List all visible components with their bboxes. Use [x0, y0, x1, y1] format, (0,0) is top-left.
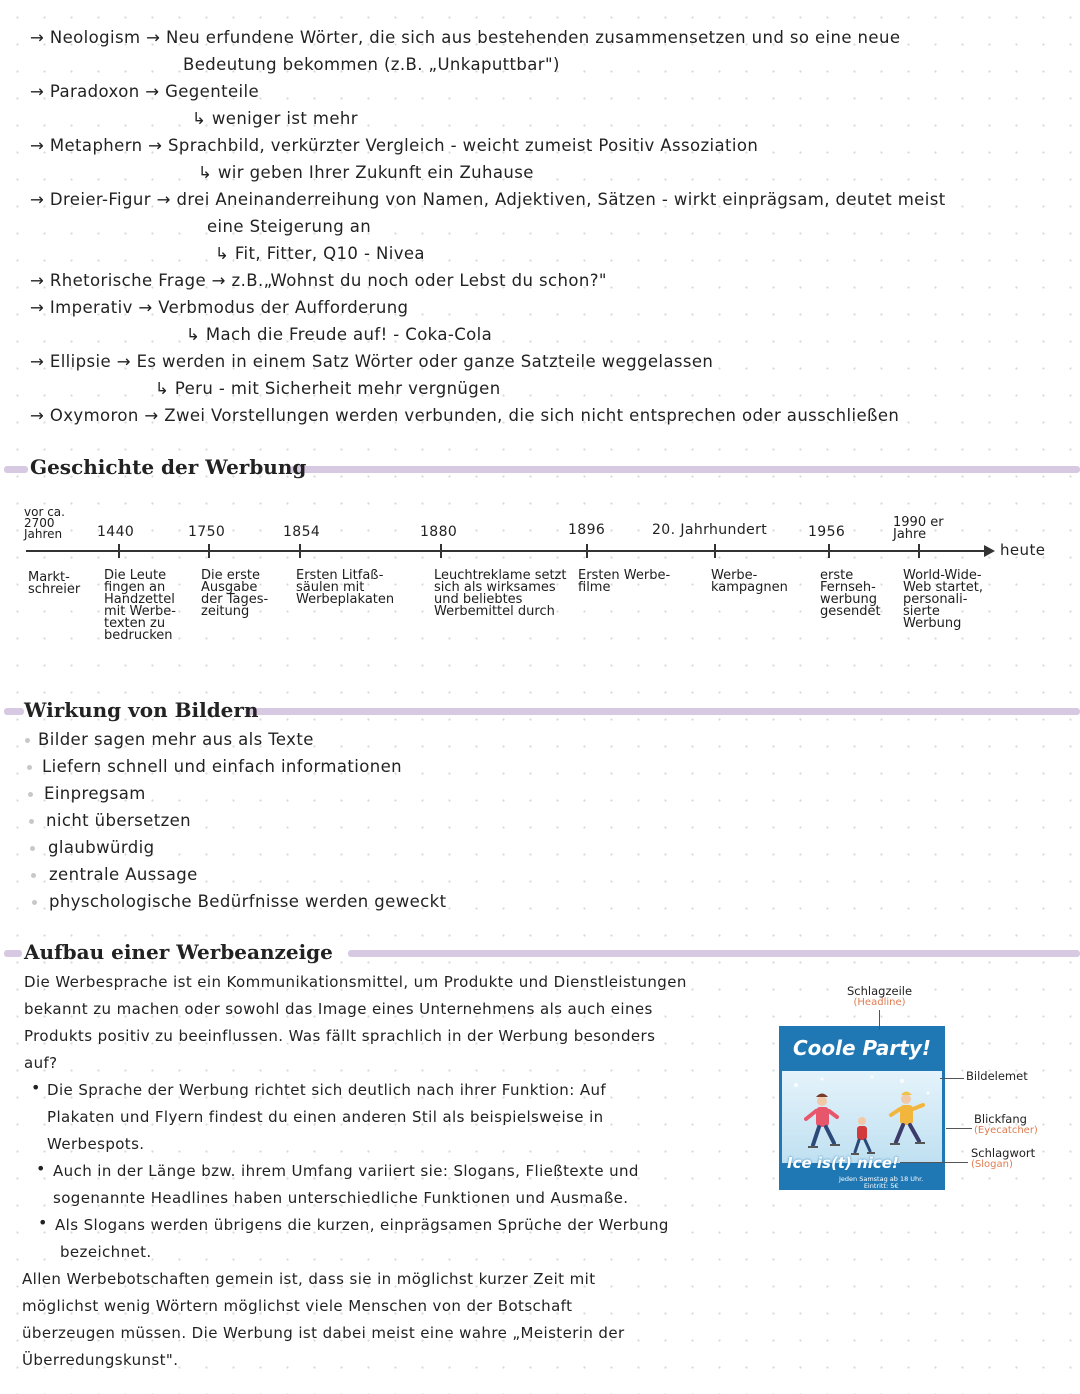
ad-bullet-line: Plakaten und Flyern findest du einen anderen Stil als beispielsweise in [47, 1108, 604, 1126]
list-item: Bilder sagen mehr aus als Texte [38, 730, 314, 749]
bullet-icon [31, 873, 36, 878]
term-dreier-figur-example: ↳ Fit, Fitter, Q10 - Nivea [215, 244, 425, 263]
annotation-label: Schlagzeile [847, 984, 913, 998]
images-heading-highlight-left [4, 708, 24, 715]
bullet-icon [28, 792, 33, 797]
timeline-end-label: heute [1000, 541, 1046, 559]
poster-slogan: Ice is(t) nice! [787, 1154, 899, 1172]
images-heading-highlight [245, 708, 1080, 715]
timeline-tick [299, 544, 301, 558]
bullet-icon: • [36, 1159, 46, 1178]
timeline-axis [26, 550, 986, 552]
ad-poster [779, 1026, 945, 1190]
bullet-icon [29, 819, 34, 824]
term-oxymoron: → Oxymoron → Zwei Vorstellungen werden verbunden, die sich nicht entsprechen oder ausschließen [30, 406, 900, 425]
annotation-label: Bildelemet [966, 1069, 1028, 1083]
timeline-year: 1956 [808, 524, 846, 540]
ad-bullet-line: sogenannte Headlines haben unterschiedliche Funktionen und Ausmaße. [53, 1189, 629, 1207]
timeline-year: 1440 [97, 524, 135, 540]
list-item: physchologische Bedürfnisse werden geweckt [49, 892, 447, 911]
ad-paragraph-line: überzeugen müssen. Die Werbung ist dabei meist eine wahre „Meisterin der [22, 1324, 625, 1342]
timeline-event: Die erste Ausgabe der Tages-zeitung [201, 568, 269, 619]
ad-paragraph-line: Allen Werbebotschaften gemein ist, dass sie in möglichst kurzer Zeit mit [22, 1270, 596, 1288]
list-item: Einpregsam [44, 784, 146, 803]
ad-paragraph-line: bekannt zu machen oder sowohl das Image eines Unternehmens als auch eines [24, 1000, 653, 1018]
timeline-event: Ersten Litfaß-säulen mit Werbeplakaten [296, 568, 395, 607]
skaters-illustration [782, 1071, 942, 1163]
annotation-label: Schlagwort [971, 1146, 1036, 1160]
ad-bullet-line: bezeichnet. [60, 1243, 152, 1261]
term-imperativ: → Imperativ → Verbmodus der Aufforderung [30, 298, 409, 317]
annotation-eyecatcher [974, 1114, 1038, 1136]
timeline-event: Werbe-kampagnen [711, 568, 788, 595]
ad-bullet-line: Auch in der Länge bzw. ihrem Umfang variiert sie: Slogans, Fließtexte und [53, 1162, 639, 1180]
annotation-headline [847, 986, 912, 1008]
term-metaphern: → Metaphern → Sprachbild, verkürzter Vergleich - weicht zumeist Positiv Assoziation [30, 136, 759, 155]
ad-heading-highlight-left [4, 950, 22, 957]
ad-paragraph-line: Überredungskunst". [22, 1351, 179, 1369]
timeline-year: vor ca. 2700 Jahren [24, 505, 65, 541]
term-metaphern-example: ↳ wir geben Ihrer Zukunft ein Zuhause [198, 163, 534, 182]
term-dreier-figur-cont: eine Steigerung an [207, 217, 372, 236]
term-imperativ-example: ↳ Mach die Freude auf! - Coka-Cola [186, 325, 493, 344]
timeline-event: erste Fernseh-werbung gesendet [820, 568, 881, 619]
term-ellipsie-example: ↳ Peru - mit Sicherheit mehr vergnügen [155, 379, 501, 398]
timeline-year: 20. Jahrhundert [652, 522, 768, 538]
timeline-event: Markt-schreier [28, 570, 81, 597]
timeline-year: 1990 er Jahre [893, 515, 944, 542]
timeline-tick [714, 544, 716, 558]
term-neologism-cont: Bedeutung bekommen (z.B. „Unkaputtbar") [183, 55, 560, 74]
term-paradoxon-example: ↳ weniger ist mehr [192, 109, 358, 128]
timeline-year: 1750 [188, 524, 226, 540]
timeline-tick [118, 544, 120, 558]
annotation-slogan [971, 1148, 1035, 1170]
history-heading: Geschichte der Werbung [30, 455, 307, 479]
poster-headline: Coole Party! [793, 1036, 931, 1060]
list-item: zentrale Aussage [49, 865, 198, 884]
annotation-image [966, 1071, 1028, 1082]
timeline-event: Die Leute fingen an Handzettel mit Werbe-texten zu bedrucken [104, 568, 176, 643]
term-rhetorische-frage: → Rhetorische Frage → z.B.„Wohnst du noch oder Lebst du schon?" [30, 271, 607, 290]
ad-heading-highlight [348, 950, 1080, 957]
timeline-arrow-icon [984, 545, 995, 557]
poster-info-line: Eintritt: 5€ [863, 1182, 899, 1190]
annotation-sub: (Eyecatcher) [974, 1125, 1038, 1136]
poster-info [839, 1176, 923, 1190]
annotation-line [900, 1162, 968, 1163]
poster-info-line: Jeden Samstag ab 18 Uhr. [839, 1175, 924, 1183]
images-heading: Wirkung von Bildern [24, 698, 259, 722]
timeline-tick [440, 544, 442, 558]
list-item: nicht übersetzen [46, 811, 192, 830]
term-paradoxon: → Paradoxon → Gegenteile [30, 82, 260, 101]
history-heading-highlight-left [4, 466, 28, 473]
bullet-icon: • [38, 1213, 48, 1232]
list-item: glaubwürdig [48, 838, 155, 857]
ad-bullet-line: Die Sprache der Werbung richtet sich deutlich nach ihrer Funktion: Auf [47, 1081, 607, 1099]
ad-paragraph-line: auf? [24, 1054, 58, 1072]
bullet-icon [32, 900, 37, 905]
timeline-year: 1854 [283, 524, 321, 540]
annotation-line [940, 1078, 964, 1079]
timeline-event: Ersten Werbe-filme [578, 568, 671, 595]
list-item: Liefern schnell und einfach informationen [42, 757, 402, 776]
annotation-line [946, 1128, 972, 1129]
ad-bullet-line: Als Slogans werden übrigens die kurzen, einprägsamen Sprüche der Werbung [55, 1216, 669, 1234]
history-heading-highlight [290, 466, 1080, 473]
timeline-tick [828, 544, 830, 558]
ad-paragraph-line: möglichst wenig Wörtern möglichst viele Menschen von der Botschaft [22, 1297, 573, 1315]
ad-heading: Aufbau einer Werbeanzeige [24, 940, 333, 964]
poster-image [782, 1071, 942, 1163]
term-ellipsie: → Ellipsie → Es werden in einem Satz Wörter oder ganze Satzteile weggelassen [30, 352, 714, 371]
annotation-sub: (Headline) [853, 997, 906, 1008]
bullet-icon [25, 738, 30, 743]
term-dreier-figur: → Dreier-Figur → drei Aneinanderreihung von Namen, Adjektiven, Sätzen - wirkt einprägsam, deutet meist [30, 190, 946, 209]
ad-bullet-line: Werbespots. [47, 1135, 145, 1153]
term-neologism: → Neologism → Neu erfundene Wörter, die sich aus bestehenden zusammensetzen und so eine neue [30, 28, 901, 47]
bullet-icon [27, 765, 32, 770]
annotation-sub: (Slogan) [971, 1159, 1013, 1170]
annotation-label: Blickfang [974, 1112, 1027, 1126]
ad-paragraph-line: Die Werbesprache ist ein Kommunikationsmittel, um Produkte und Dienstleistungen [24, 973, 687, 991]
timeline-year: 1896 [568, 522, 606, 538]
timeline-event: World-Wide-Web startet, personali-sierte Werbung [903, 568, 983, 631]
bullet-icon [30, 846, 35, 851]
timeline-tick [586, 544, 588, 558]
annotation-line [879, 1010, 880, 1030]
ad-paragraph-line: Produkts positiv zu beeinflussen. Was fällt sprachlich in der Werbung besonders [24, 1027, 656, 1045]
bullet-icon: • [31, 1078, 41, 1097]
timeline-tick [918, 544, 920, 558]
timeline-year: 1880 [420, 524, 458, 540]
timeline-tick [208, 544, 210, 558]
timeline-event: Leuchtreklame setzt sich als wirksames und beliebtes Werbemittel durch [434, 568, 567, 619]
